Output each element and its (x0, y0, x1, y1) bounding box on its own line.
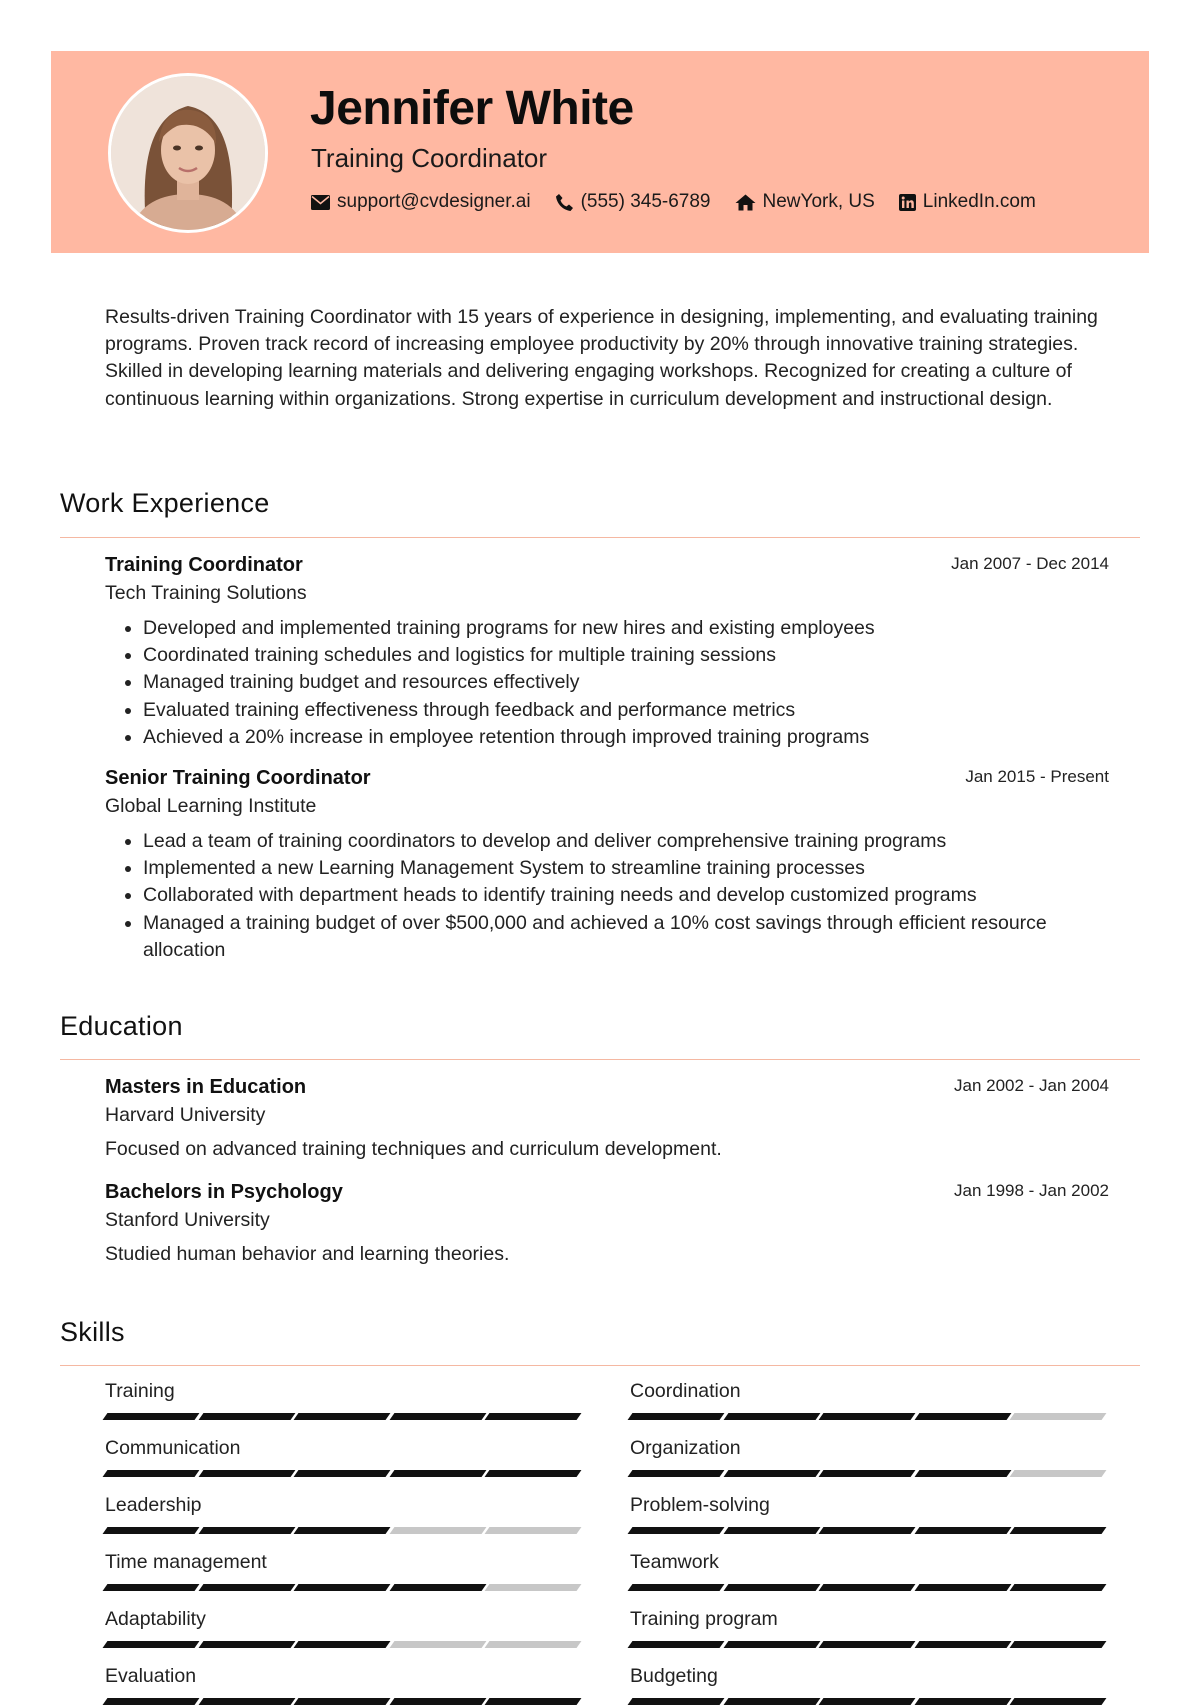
skill-item (105, 1437, 583, 1477)
skill-item (630, 1608, 1108, 1648)
skill-segment-empty (389, 1641, 485, 1648)
phone-icon (555, 193, 574, 212)
work-entry (105, 767, 1109, 964)
skill-rating-bar (630, 1584, 1108, 1591)
section-title-work: Work Experience (60, 488, 270, 518)
email-text: support@cvdesigner.ai (337, 191, 531, 212)
skill-segment-filled (1010, 1641, 1106, 1648)
skill-rating-bar (105, 1584, 583, 1591)
skill-segment-filled (723, 1698, 819, 1705)
location-text: NewYork, US (762, 191, 875, 212)
contact-phone[interactable] (555, 191, 711, 213)
skill-segment-filled (389, 1470, 485, 1477)
skill-segment-empty (485, 1584, 581, 1591)
bullet-item: • Managed training budget and resources effectively (143, 669, 1109, 696)
skill-segment-empty (389, 1527, 485, 1534)
candidate-name: Jennifer White (310, 82, 634, 135)
job-bullets (105, 615, 1109, 751)
skill-segment-empty (485, 1527, 581, 1534)
skill-segment-filled (819, 1698, 915, 1705)
skill-segment-filled (723, 1584, 819, 1591)
skill-segment-filled (628, 1413, 724, 1420)
skill-segment-filled (819, 1413, 915, 1420)
linkedin-icon (899, 194, 916, 211)
job-date: Jan 2015 - Present (965, 767, 1109, 786)
home-icon (735, 194, 756, 211)
skill-item (630, 1494, 1108, 1534)
skill-name: Communication (105, 1437, 241, 1459)
skill-rating-bar (630, 1698, 1108, 1705)
skill-rating-bar (105, 1698, 583, 1705)
skill-segment-filled (198, 1413, 294, 1420)
skill-segment-filled (1010, 1698, 1106, 1705)
bullet-item: • Managed a training budget of over $500,000 and achieved a 10% cost savings through efficient resource allocation (143, 910, 1109, 964)
skill-segment-filled (485, 1698, 581, 1705)
skill-segment-filled (485, 1470, 581, 1477)
skill-item (630, 1380, 1108, 1420)
skill-segment-filled (914, 1584, 1010, 1591)
skill-name: Teamwork (630, 1551, 719, 1573)
skill-segment-filled (389, 1584, 485, 1591)
job-title: Training Coordinator (105, 554, 303, 576)
job-bullets (105, 828, 1109, 964)
bullet-item: • Lead a team of training coordinators to develop and deliver comprehensive training programs (143, 828, 1109, 855)
skill-segment-filled (389, 1698, 485, 1705)
profile-photo-illustration (111, 76, 265, 230)
skill-segment-filled (914, 1527, 1010, 1534)
school-name: Stanford University (105, 1209, 270, 1231)
school-name: Harvard University (105, 1104, 266, 1126)
skill-item (105, 1608, 583, 1648)
skill-segment-filled (723, 1470, 819, 1477)
phone-text: (555) 345-6789 (580, 191, 711, 212)
skill-segment-filled (389, 1413, 485, 1420)
education-entry (105, 1076, 1109, 1161)
skill-segment-filled (198, 1470, 294, 1477)
skill-name: Adaptability (105, 1608, 206, 1630)
skill-segment-filled (819, 1527, 915, 1534)
section-title-education: Education (60, 1011, 183, 1041)
skill-segment-filled (819, 1641, 915, 1648)
skill-name: Problem-solving (630, 1494, 770, 1516)
job-date: Jan 2007 - Dec 2014 (951, 554, 1109, 573)
skill-segment-filled (819, 1470, 915, 1477)
skill-rating-bar (105, 1527, 583, 1534)
skill-item (105, 1551, 583, 1591)
candidate-title: Training Coordinator (311, 143, 548, 173)
skill-segment-filled (723, 1527, 819, 1534)
contact-row (311, 191, 1060, 213)
skill-rating-bar (105, 1470, 583, 1477)
skill-segment-filled (198, 1527, 294, 1534)
skill-segment-filled (723, 1641, 819, 1648)
skill-segment-filled (914, 1413, 1010, 1420)
bullet-item: • Achieved a 20% increase in employee retention through improved training programs (143, 724, 1109, 751)
skill-segment-filled (103, 1641, 199, 1648)
resume-header (51, 51, 1149, 253)
skill-name: Training (105, 1380, 175, 1402)
skill-segment-filled (103, 1698, 199, 1705)
job-title: Senior Training Coordinator (105, 767, 371, 789)
section-divider (60, 1059, 1140, 1060)
linkedin-text: LinkedIn.com (922, 191, 1036, 212)
skill-item (630, 1437, 1108, 1477)
skill-item (105, 1665, 583, 1705)
skill-rating-bar (630, 1470, 1108, 1477)
skill-item (630, 1665, 1108, 1705)
contact-email[interactable] (311, 191, 531, 213)
skill-rating-bar (630, 1641, 1108, 1648)
skill-segment-filled (914, 1641, 1010, 1648)
skill-segment-filled (628, 1584, 724, 1591)
education-description: Studied human behavior and learning theories. (105, 1243, 510, 1265)
skill-name: Leadership (105, 1494, 202, 1516)
skill-segment-filled (1010, 1584, 1106, 1591)
skill-rating-bar (630, 1413, 1108, 1420)
skill-segment-filled (103, 1470, 199, 1477)
skill-segment-filled (628, 1527, 724, 1534)
skill-name: Coordination (630, 1380, 741, 1402)
skill-name: Training program (630, 1608, 778, 1630)
section-divider (60, 1365, 1140, 1366)
skill-segment-filled (1010, 1527, 1106, 1534)
skill-segment-filled (198, 1698, 294, 1705)
skill-name: Organization (630, 1437, 741, 1459)
education-entry (105, 1181, 1109, 1266)
skill-segment-filled (628, 1470, 724, 1477)
skill-rating-bar (105, 1413, 583, 1420)
skill-segment-filled (819, 1584, 915, 1591)
skill-segment-empty (485, 1641, 581, 1648)
skill-segment-filled (628, 1698, 724, 1705)
section-title-skills: Skills (60, 1317, 125, 1347)
contact-location (735, 191, 875, 213)
bullet-item: • Implemented a new Learning Management System to streamline training processes (143, 855, 1109, 882)
skill-segment-filled (294, 1413, 390, 1420)
professional-summary: Results-driven Training Coordinator with 15 years of experience in designing, implementing, and evaluating training programs. Proven track record of increasing employee productivity by 20% through innovative training strategies. Skilled in developing learning materials and delivering engaging workshops. Recognized for creating a culture of continuous learning within organizations. Strong expertise in curriculum development and instructional design. (105, 306, 1098, 410)
skill-segment-filled (485, 1413, 581, 1420)
skill-name: Time management (105, 1551, 267, 1573)
section-divider (60, 537, 1140, 538)
skill-segment-filled (103, 1527, 199, 1534)
skill-segment-empty (1010, 1413, 1106, 1420)
skill-segment-filled (103, 1413, 199, 1420)
degree-title: Masters in Education (105, 1076, 307, 1098)
bullet-item: • Developed and implemented training programs for new hires and existing employees (143, 615, 1109, 642)
contact-linkedin[interactable] (899, 191, 1036, 213)
envelope-icon (311, 195, 330, 210)
skill-segment-filled (198, 1641, 294, 1648)
work-entry (105, 554, 1109, 751)
degree-title: Bachelors in Psychology (105, 1181, 343, 1203)
skill-name: Budgeting (630, 1665, 718, 1687)
skill-segment-empty (1010, 1470, 1106, 1477)
company-name: Tech Training Solutions (105, 582, 307, 604)
skill-item (105, 1380, 583, 1420)
bullet-item: • Evaluated training effectiveness through feedback and performance metrics (143, 697, 1109, 724)
skill-segment-filled (628, 1641, 724, 1648)
company-name: Global Learning Institute (105, 795, 317, 817)
skill-segment-filled (198, 1584, 294, 1591)
skill-segment-filled (294, 1527, 390, 1534)
skill-item (105, 1494, 583, 1534)
education-description: Focused on advanced training techniques and curriculum development. (105, 1138, 722, 1160)
profile-photo (108, 73, 268, 233)
education-date: Jan 2002 - Jan 2004 (953, 1076, 1109, 1095)
skill-segment-filled (103, 1584, 199, 1591)
skill-rating-bar (105, 1641, 583, 1648)
skill-segment-filled (294, 1698, 390, 1705)
skill-segment-filled (723, 1413, 819, 1420)
skill-segment-filled (294, 1641, 390, 1648)
skill-segment-filled (914, 1470, 1010, 1477)
education-date: Jan 1998 - Jan 2002 (953, 1181, 1109, 1200)
bullet-item: • Collaborated with department heads to identify training needs and develop customized programs (143, 882, 1109, 909)
skill-item (630, 1551, 1108, 1591)
skill-segment-filled (294, 1584, 390, 1591)
bullet-item: • Coordinated training schedules and logistics for multiple training sessions (143, 642, 1109, 669)
skill-segment-filled (294, 1470, 390, 1477)
skill-segment-filled (914, 1698, 1010, 1705)
skill-rating-bar (630, 1527, 1108, 1534)
skill-name: Evaluation (105, 1665, 197, 1687)
